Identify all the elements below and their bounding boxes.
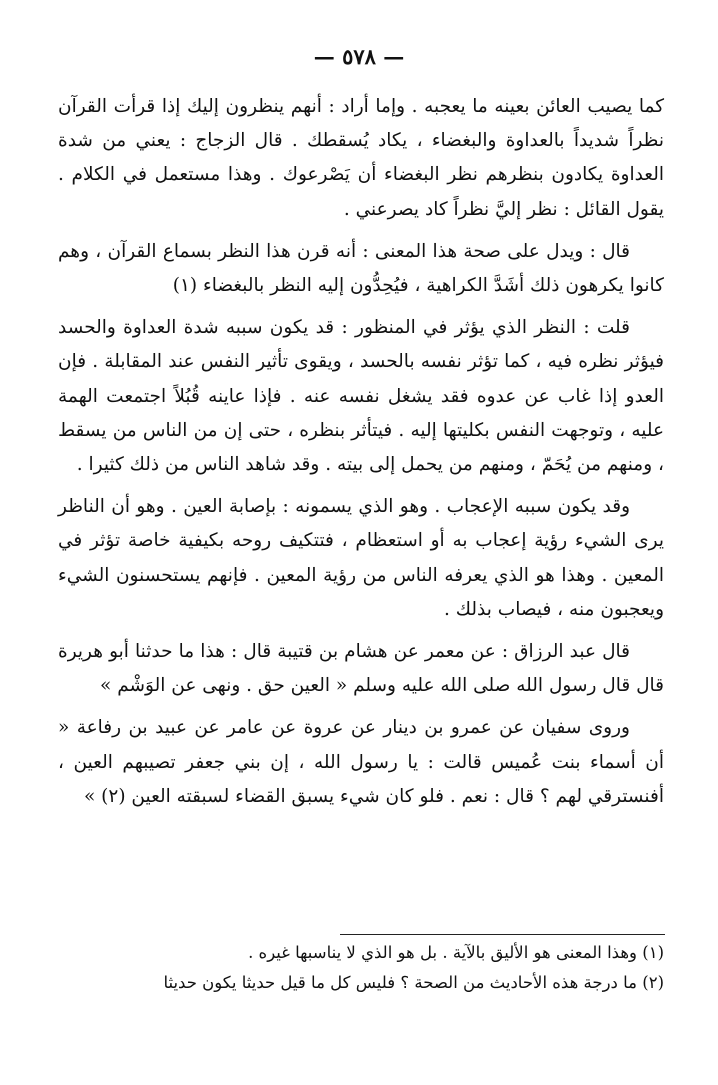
page-number: — ٥٧٨ — <box>313 44 405 69</box>
paragraph-2: قال : ويدل على صحة هذا المعنى : أنه قرن هذا النظر بسماع القرآن ، وهم كانوا يكرهون ذلك أشَدَّ الكراهية ، فيُحِدُّون إليه النظر بالبغضاء (١) <box>58 240 664 297</box>
footnote-divider <box>340 934 665 935</box>
paragraph-3: قلت : النظر الذي يؤثر في المنظور : قد يكون سببه شدة العداوة والحسد فيؤثر نظره فيه ، كما تؤثر نفسه بالحسد ، ويقوى تأثير النفس عند المقابلة . فإن العدو إذا غاب عن عدوه فقد يشغل نفسه عنه . فإذا عاينه قُبُلاً اجتمعت الهمة عليه ، وتوجهت النفس بكليتها إليه . فيتأثر بنظره ، حتى إن من الناس من يسقط ، ومنهم من يُحَمّ ، ومنهم من يحمل إلى بيته . وقد شاهد الناس من ذلك كثيرا . <box>58 317 664 476</box>
main-text <box>58 90 664 814</box>
footnote-2: (٢) ما درجة هذه الأحاديث من الصحة ؟ فليس كل ما قيل حديثا يكون حديثا <box>163 973 664 992</box>
paragraph-5: قال عبد الرزاق : عن معمر عن هشام بن قتيبة قال : هذا ما حدثنا أبو هريرة قال قال رسول الله صلى الله عليه وسلم « العين حق . ونهى عن الوَشْم » <box>58 641 664 697</box>
paragraph-6: وروى سفيان عن عمرو بن دينار عن عروة عن عامر عن عبيد بن رفاعة « أن أسماء بنت عُميس قالت : يا رسول الله ، إن بني جعفر تصيبهم العين ، أفنسترقي لهم ؟ قال : نعم . فلو كان شيء يسبق القضاء لسبقته العين (٢) » <box>58 717 664 807</box>
footnote-1: (١) وهذا المعنى هو الأليق بالآية . بل هو الذي لا يناسبها غيره . <box>248 943 664 962</box>
paragraph-1: كما يصيب العائن بعينه ما يعجبه . وإما أراد : أنهم ينظرون إليك إذا قرأت القرآن نظراً شديداً بالعداوة والبغضاء ، يكاد يُسقطك . قال الزجاج : يعني من شدة العداوة يكادون بنظرهم نظر البغضاء أن يَصْرعوك . وهذا مستعمل في الكلام . يقول القائل : نظر إليَّ نظراً كاد يصرعني . <box>58 96 664 220</box>
footnotes <box>70 938 664 998</box>
paragraph-4: وقد يكون سببه الإعجاب . وهو الذي يسمونه : بإصابة العين . وهو أن الناظر يرى الشيء رؤية إعجاب به أو استعظام ، فتتكيف روحه بكيفية خاصة تؤثر في المعين . وهذا هو الذي يعرفه الناس من رؤية المعين . فإنهم يستحسنون الشيء ويعجبون منه ، فيصاب بذلك . <box>58 496 664 620</box>
